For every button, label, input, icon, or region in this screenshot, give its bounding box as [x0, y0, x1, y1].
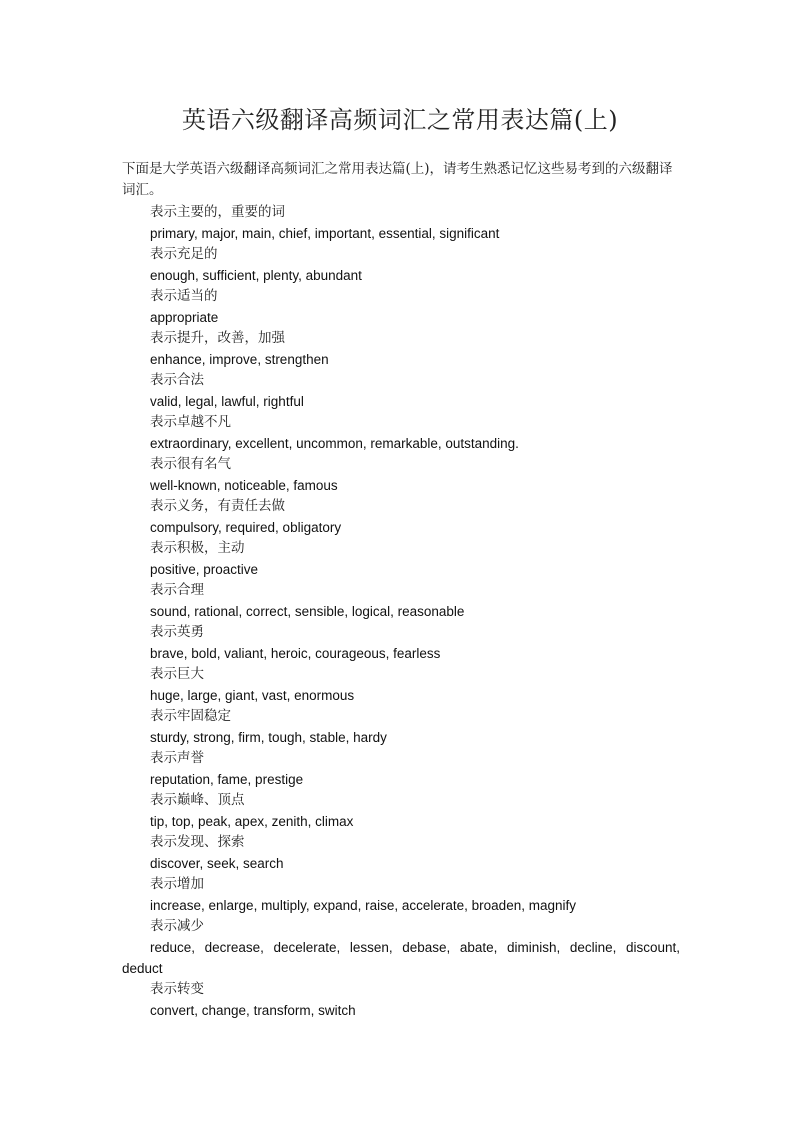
entry-heading: 表示充足的	[150, 246, 218, 262]
entry-words: reduce, decrease, decelerate, lessen, debase, abate, diminish, decline, discount,	[150, 940, 680, 955]
entry-heading: 表示主要的，重要的词	[150, 204, 285, 220]
entry-heading: 表示卓越不凡	[150, 414, 231, 430]
entry-words: sturdy, strong, firm, tough, stable, hardy	[150, 730, 387, 745]
entry-words-continued: deduct	[122, 961, 163, 976]
entry-heading: 表示牢固稳定	[150, 708, 231, 724]
entry-words: positive, proactive	[150, 562, 259, 577]
entry-heading: 表示减少	[150, 918, 204, 934]
entry-heading: 表示发现、探索	[150, 834, 245, 850]
entry-words: sound, rational, correct, sensible, logical, reasonable	[150, 604, 465, 619]
entry-heading: 表示义务，有责任去做	[150, 498, 285, 514]
entry-words: tip, top, peak, apex, zenith, climax	[150, 814, 354, 829]
entry-words: discover, seek, search	[150, 856, 284, 871]
entry-heading: 表示英勇	[150, 624, 204, 640]
entry-words: convert, change, transform, switch	[150, 1003, 356, 1018]
entry-heading: 表示合法	[150, 372, 204, 388]
entry-heading: 表示增加	[150, 876, 204, 892]
entry-heading: 表示巨大	[150, 666, 204, 682]
entry-words: valid, legal, lawful, rightful	[150, 394, 304, 409]
entry-heading: 表示合理	[150, 582, 204, 598]
entry-words: reputation, fame, prestige	[150, 772, 304, 787]
entry-words: brave, bold, valiant, heroic, courageous, fearless	[150, 646, 441, 661]
entry-heading: 表示声誉	[150, 750, 204, 766]
entry-words: well-known, noticeable, famous	[150, 478, 338, 493]
document-title: 英语六级翻译高频词汇之常用表达篇(上)	[181, 106, 619, 134]
intro-paragraph: 下面是大学英语六级翻译高频词汇之常用表达篇(上)，请考生熟悉记忆这些易考到的六级翻译词汇。	[122, 161, 673, 198]
entry-heading: 表示适当的	[150, 288, 218, 304]
entry-words: huge, large, giant, vast, enormous	[150, 688, 355, 703]
entry-heading: 表示积极，主动	[150, 540, 245, 556]
entry-words: enhance, improve, strengthen	[150, 352, 329, 367]
entry-heading: 表示转变	[150, 981, 204, 997]
vocabulary-list	[0, 202, 800, 1021]
entry-heading: 表示很有名气	[150, 456, 231, 472]
entry-words: primary, major, main, chief, important, essential, significant	[150, 226, 500, 241]
entry-words: appropriate	[150, 310, 219, 325]
entry-words: extraordinary, excellent, uncommon, remarkable, outstanding.	[150, 436, 519, 451]
entry-words: increase, enlarge, multiply, expand, raise, accelerate, broaden, magnify	[150, 898, 576, 913]
entry-words: compulsory, required, obligatory	[150, 520, 342, 535]
entry-heading: 表示巅峰、顶点	[150, 792, 245, 808]
entry-words: enough, sufficient, plenty, abundant	[150, 268, 362, 283]
entry-heading: 表示提升，改善，加强	[150, 330, 285, 346]
